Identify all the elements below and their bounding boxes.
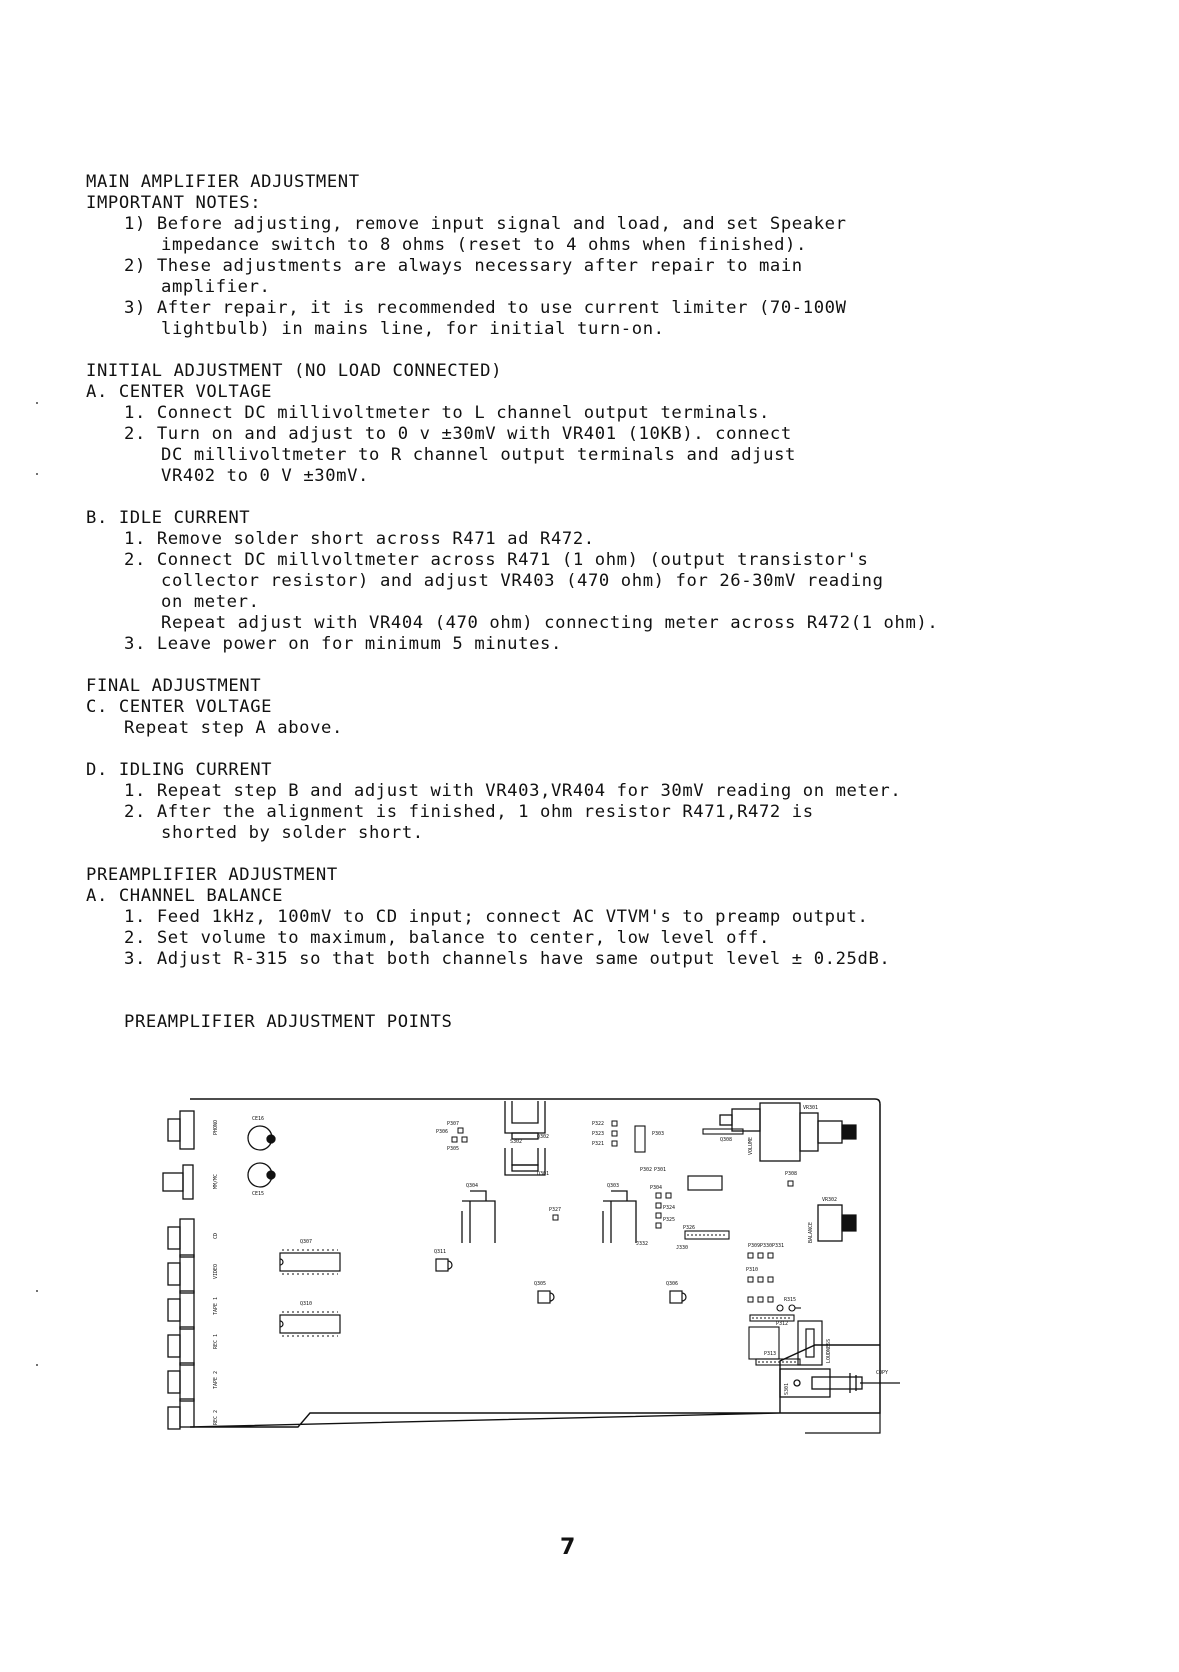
jack-label-tape-2: TAPE 2: [213, 1370, 219, 1389]
label-q308: Q308: [720, 1137, 733, 1143]
label-p325: P325: [663, 1217, 676, 1223]
label-volume: VOLUME: [748, 1136, 754, 1155]
note-3-line-2: lightbulb) in mains line, for initial turn-on.: [161, 319, 665, 339]
label-p330: P330: [760, 1243, 773, 1249]
channel-balance-step-2: 2. Set volume to maximum, balance to center, low level off.: [124, 928, 770, 948]
label-q305: Q305: [534, 1281, 547, 1287]
label-p306: P306: [436, 1129, 449, 1135]
capacitors: [248, 1126, 275, 1187]
label-q307: Q307: [300, 1239, 313, 1245]
center-voltage-step-2-cont: DC millivoltmeter to R channel output terminals and adjust: [161, 445, 796, 465]
idling-current-heading: D. IDLING CURRENT: [86, 760, 273, 780]
label-q311: Q311: [434, 1249, 447, 1255]
final-adjustment-heading: FINAL ADJUSTMENT: [86, 676, 262, 696]
label-p324: P324: [663, 1205, 676, 1211]
label-q301: Q301: [537, 1171, 550, 1177]
jack-labels: [213, 1120, 219, 1425]
label-vr302: VR302: [822, 1197, 838, 1203]
label-p301: P301: [654, 1167, 667, 1173]
center-voltage-step-2: 2. Turn on and adjust to 0 v ±30mV with VR401 (10KB). connect: [124, 424, 792, 444]
test-points: [452, 1121, 793, 1302]
connector-pins: [687, 1235, 798, 1362]
label-s301: S301: [784, 1382, 790, 1395]
label-q306: Q306: [666, 1281, 679, 1287]
adjustment-points-heading: PREAMPLIFIER ADJUSTMENT POINTS: [124, 1012, 453, 1032]
note-1-line-1: 1) Before adjusting, remove input signal and load, and set Speaker: [124, 214, 847, 234]
note-2-line-2: amplifier.: [161, 277, 271, 297]
balance-pot: [818, 1205, 842, 1241]
idling-current-step-1: 1. Repeat step B and adjust with VR403,VR404 for 30mV reading on meter.: [124, 781, 902, 801]
idle-current-step-2-cont-2: on meter.: [161, 592, 260, 612]
jack-label-rec-2: REC 2: [213, 1409, 219, 1425]
loudness-switch: [798, 1321, 822, 1365]
scan-speck: [36, 473, 38, 475]
label-balance: BALANCE: [808, 1221, 814, 1243]
jack-label-mm-mc: MM/MC: [213, 1173, 219, 1189]
channel-balance-step-1: 1. Feed 1kHz, 100mV to CD input; connect AC VTVM's to preamp output.: [124, 907, 869, 927]
label-r315: R315: [784, 1297, 797, 1303]
note-2-line-1: 2) These adjustments are always necessary after repair to main: [124, 256, 803, 276]
main-amplifier-heading: MAIN AMPLIFIER ADJUSTMENT: [86, 172, 360, 192]
label-p322: P322: [592, 1121, 605, 1127]
idle-current-step-2: 2. Connect DC millvoltmeter across R471 (1 ohm) (output transistor's: [124, 550, 869, 570]
label-p302: P302: [640, 1167, 653, 1173]
label-p326: P326: [683, 1225, 696, 1231]
board-outline: [190, 1099, 880, 1427]
idling-current-step-2: 2. After the alignment is finished, 1 ohm resistor R471,R472 is: [124, 802, 814, 822]
idle-current-repeat: Repeat adjust with VR404 (470 ohm) connecting meter across R472(1 ohm).: [161, 613, 939, 633]
ic-pins: [282, 1250, 338, 1336]
channel-balance-heading: A. CHANNEL BALANCE: [86, 886, 284, 906]
input-jacks: [163, 1111, 194, 1429]
center-voltage-heading: A. CENTER VOLTAGE: [86, 382, 273, 402]
label-p331: P331: [772, 1243, 785, 1249]
volume-pot: [720, 1103, 842, 1161]
jack-label-phono: PHONO: [213, 1119, 219, 1135]
label-p323: P323: [592, 1131, 605, 1137]
center-voltage-step-2-cont-2: VR402 to 0 V ±30mV.: [161, 466, 370, 486]
label-p321: P321: [592, 1141, 605, 1147]
idle-current-step-3: 3. Leave power on for minimum 5 minutes.: [124, 634, 562, 654]
ic-chips: [280, 1176, 722, 1333]
label-p307: P307: [447, 1121, 460, 1127]
label-vr301: VR301: [803, 1105, 819, 1111]
important-notes-heading: IMPORTANT NOTES:: [86, 193, 262, 213]
label-q302: Q302: [537, 1134, 550, 1140]
label-loudness: LOUDNESS: [826, 1338, 832, 1363]
scan-speck: [36, 1290, 38, 1292]
label-j332: J332: [636, 1241, 649, 1247]
initial-adjustment-heading: INITIAL ADJUSTMENT (NO LOAD CONNECTED): [86, 361, 503, 381]
label-q304: Q304: [466, 1183, 479, 1189]
channel-balance-step-3: 3. Adjust R-315 so that both channels have same output level ± 0.25dB.: [124, 949, 891, 969]
label-ce15: CE15: [252, 1191, 265, 1197]
idle-current-step-2-cont: collector resistor) and adjust VR403 (470 ohm) for 26-30mV reading: [161, 571, 884, 591]
idle-current-heading: B. IDLE CURRENT: [86, 508, 251, 528]
note-3-line-1: 3) After repair, it is recommended to use current limiter (70-100W: [124, 298, 847, 318]
pcb-diagram: [160, 1093, 940, 1458]
jack-label-tape-1: TAPE 1: [213, 1296, 219, 1315]
small-transistors: [436, 1259, 686, 1303]
label-copy: COPY: [876, 1370, 889, 1376]
idle-current-step-1: 1. Remove solder short across R471 ad R472.: [124, 529, 595, 549]
note-1-line-2: impedance switch to 8 ohms (reset to 4 ohms when finished).: [161, 235, 807, 255]
label-p305: P305: [447, 1146, 460, 1152]
label-p310: P310: [746, 1267, 759, 1273]
pcb-diagram-svg: [160, 1093, 940, 1458]
label-s302: S302: [510, 1139, 523, 1145]
jack-label-rec-1: REC 1: [213, 1333, 219, 1349]
label-p313: P313: [764, 1351, 777, 1357]
label-p304: P304: [650, 1185, 663, 1191]
label-p308: P308: [785, 1171, 798, 1177]
jack-label-video: VIDEO: [213, 1263, 219, 1279]
volume-knob-shaft: [842, 1125, 856, 1139]
label-p309: P309: [748, 1243, 761, 1249]
label-p303: P303: [652, 1131, 665, 1137]
idling-current-step-2-cont: shorted by solder short.: [161, 823, 424, 843]
label-q303: Q303: [607, 1183, 620, 1189]
final-center-voltage-step: Repeat step A above.: [124, 718, 343, 738]
label-ce16: CE16: [252, 1116, 265, 1122]
label-p327: P327: [549, 1207, 562, 1213]
label-j330: J330: [676, 1245, 689, 1251]
final-center-voltage-heading: C. CENTER VOLTAGE: [86, 697, 273, 717]
scan-speck: [36, 402, 38, 404]
label-p312: P312: [776, 1321, 789, 1327]
r315-trim-pot: [777, 1305, 801, 1311]
scan-speck: [36, 1364, 38, 1366]
balance-knob-shaft: [842, 1215, 856, 1231]
center-voltage-step-1: 1. Connect DC millivoltmeter to L channel output terminals.: [124, 403, 770, 423]
page-number: 7: [560, 1535, 576, 1560]
jack-label-cd: CD: [213, 1232, 219, 1239]
preamp-adjustment-heading: PREAMPLIFIER ADJUSTMENT: [86, 865, 338, 885]
label-q310: Q310: [300, 1301, 313, 1307]
